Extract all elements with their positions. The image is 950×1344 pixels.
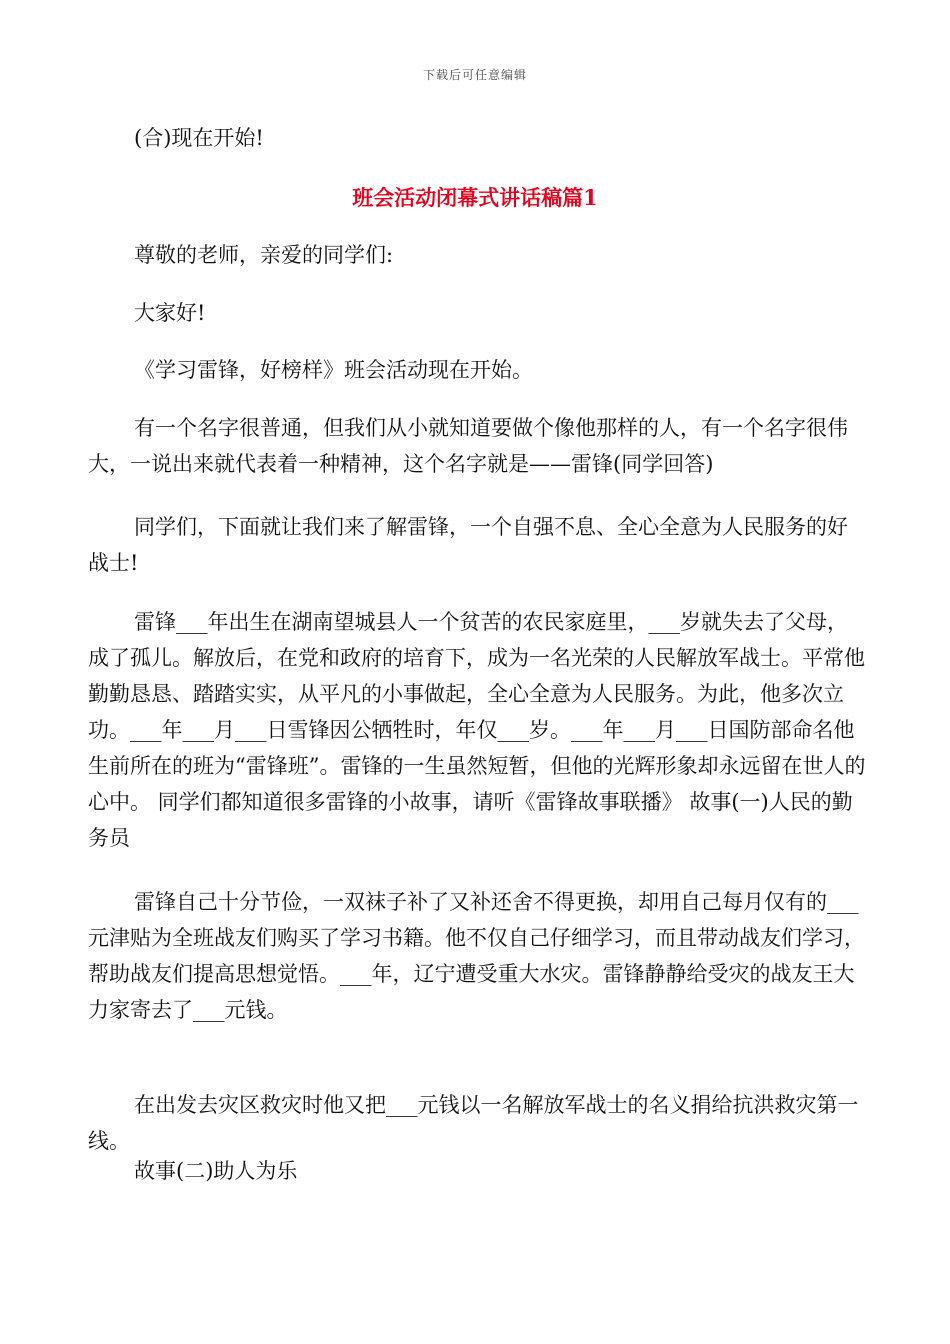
paragraph-opening: (合)现在开始! <box>134 126 264 150</box>
paragraph-learn-leifeng: 同学们，下面就让我们来了解雷锋，一个自强不息、全心全意为人民服务的好战士! <box>88 515 848 575</box>
paragraph-story-two-title: 故事(二)助人为乐 <box>134 1159 298 1183</box>
paragraph-donation: 在出发去灾区救灾时他又把___元钱以一名解放军战士的名义捐给抗洪救灾第一线。 <box>88 1093 859 1153</box>
section-heading: 班会活动闭幕式讲话稿篇1 <box>352 185 598 210</box>
header-note: 下载后可任意编辑 <box>422 68 527 82</box>
paragraph-biography: 雷锋___年出生在湖南望城县人一个贫苦的农民家庭里，___岁就失去了父母，成了孤儿。解放后，在党和政府的培育下，成为一名光荣的人民解放军战士。平常他勤勤恳恳、踏踏实实，从平凡的小事做起，全心全意为人民服务。为此，他多次立功。___年___月___日雪锋因公牺牲时，年仅___岁。___年___月___日国防部命名他生前所在的班为“雷锋班”。雷锋的一生虽然短暂，但他的光辉形象却永远留在世人的心中。 同学们都知道很多雷锋的小故事，请听《雷锋故事联播》 故事(一)人民的勤务员 <box>88 610 866 850</box>
paragraph-greeting-audience: 尊敬的老师，亲爱的同学们: <box>134 243 394 267</box>
paragraph-activity-start: 《学习雷锋，好榜样》班会活动现在开始。 <box>134 358 533 382</box>
paragraph-name-intro: 有一个名字很普通，但我们从小就知道要做个像他那样的人，有一个名字很伟大，一说出来就代表着一种精神，这个名字就是——雷锋(同学回答) <box>88 416 848 476</box>
paragraph-frugality-story: 雷锋自己十分节俭，一双袜子补了又补还舍不得更换，却用自己每月仅有的___元津贴为全班战友们购买了学习书籍。他不仅自己仔细学习，而且带动战友们学习，帮助战友们提高思想觉悟。___年，辽宁遭受重大水灾。雷锋静静给受灾的战友王大力家寄去了___元钱。 <box>88 890 865 1022</box>
paragraph-hello: 大家好! <box>134 301 206 325</box>
